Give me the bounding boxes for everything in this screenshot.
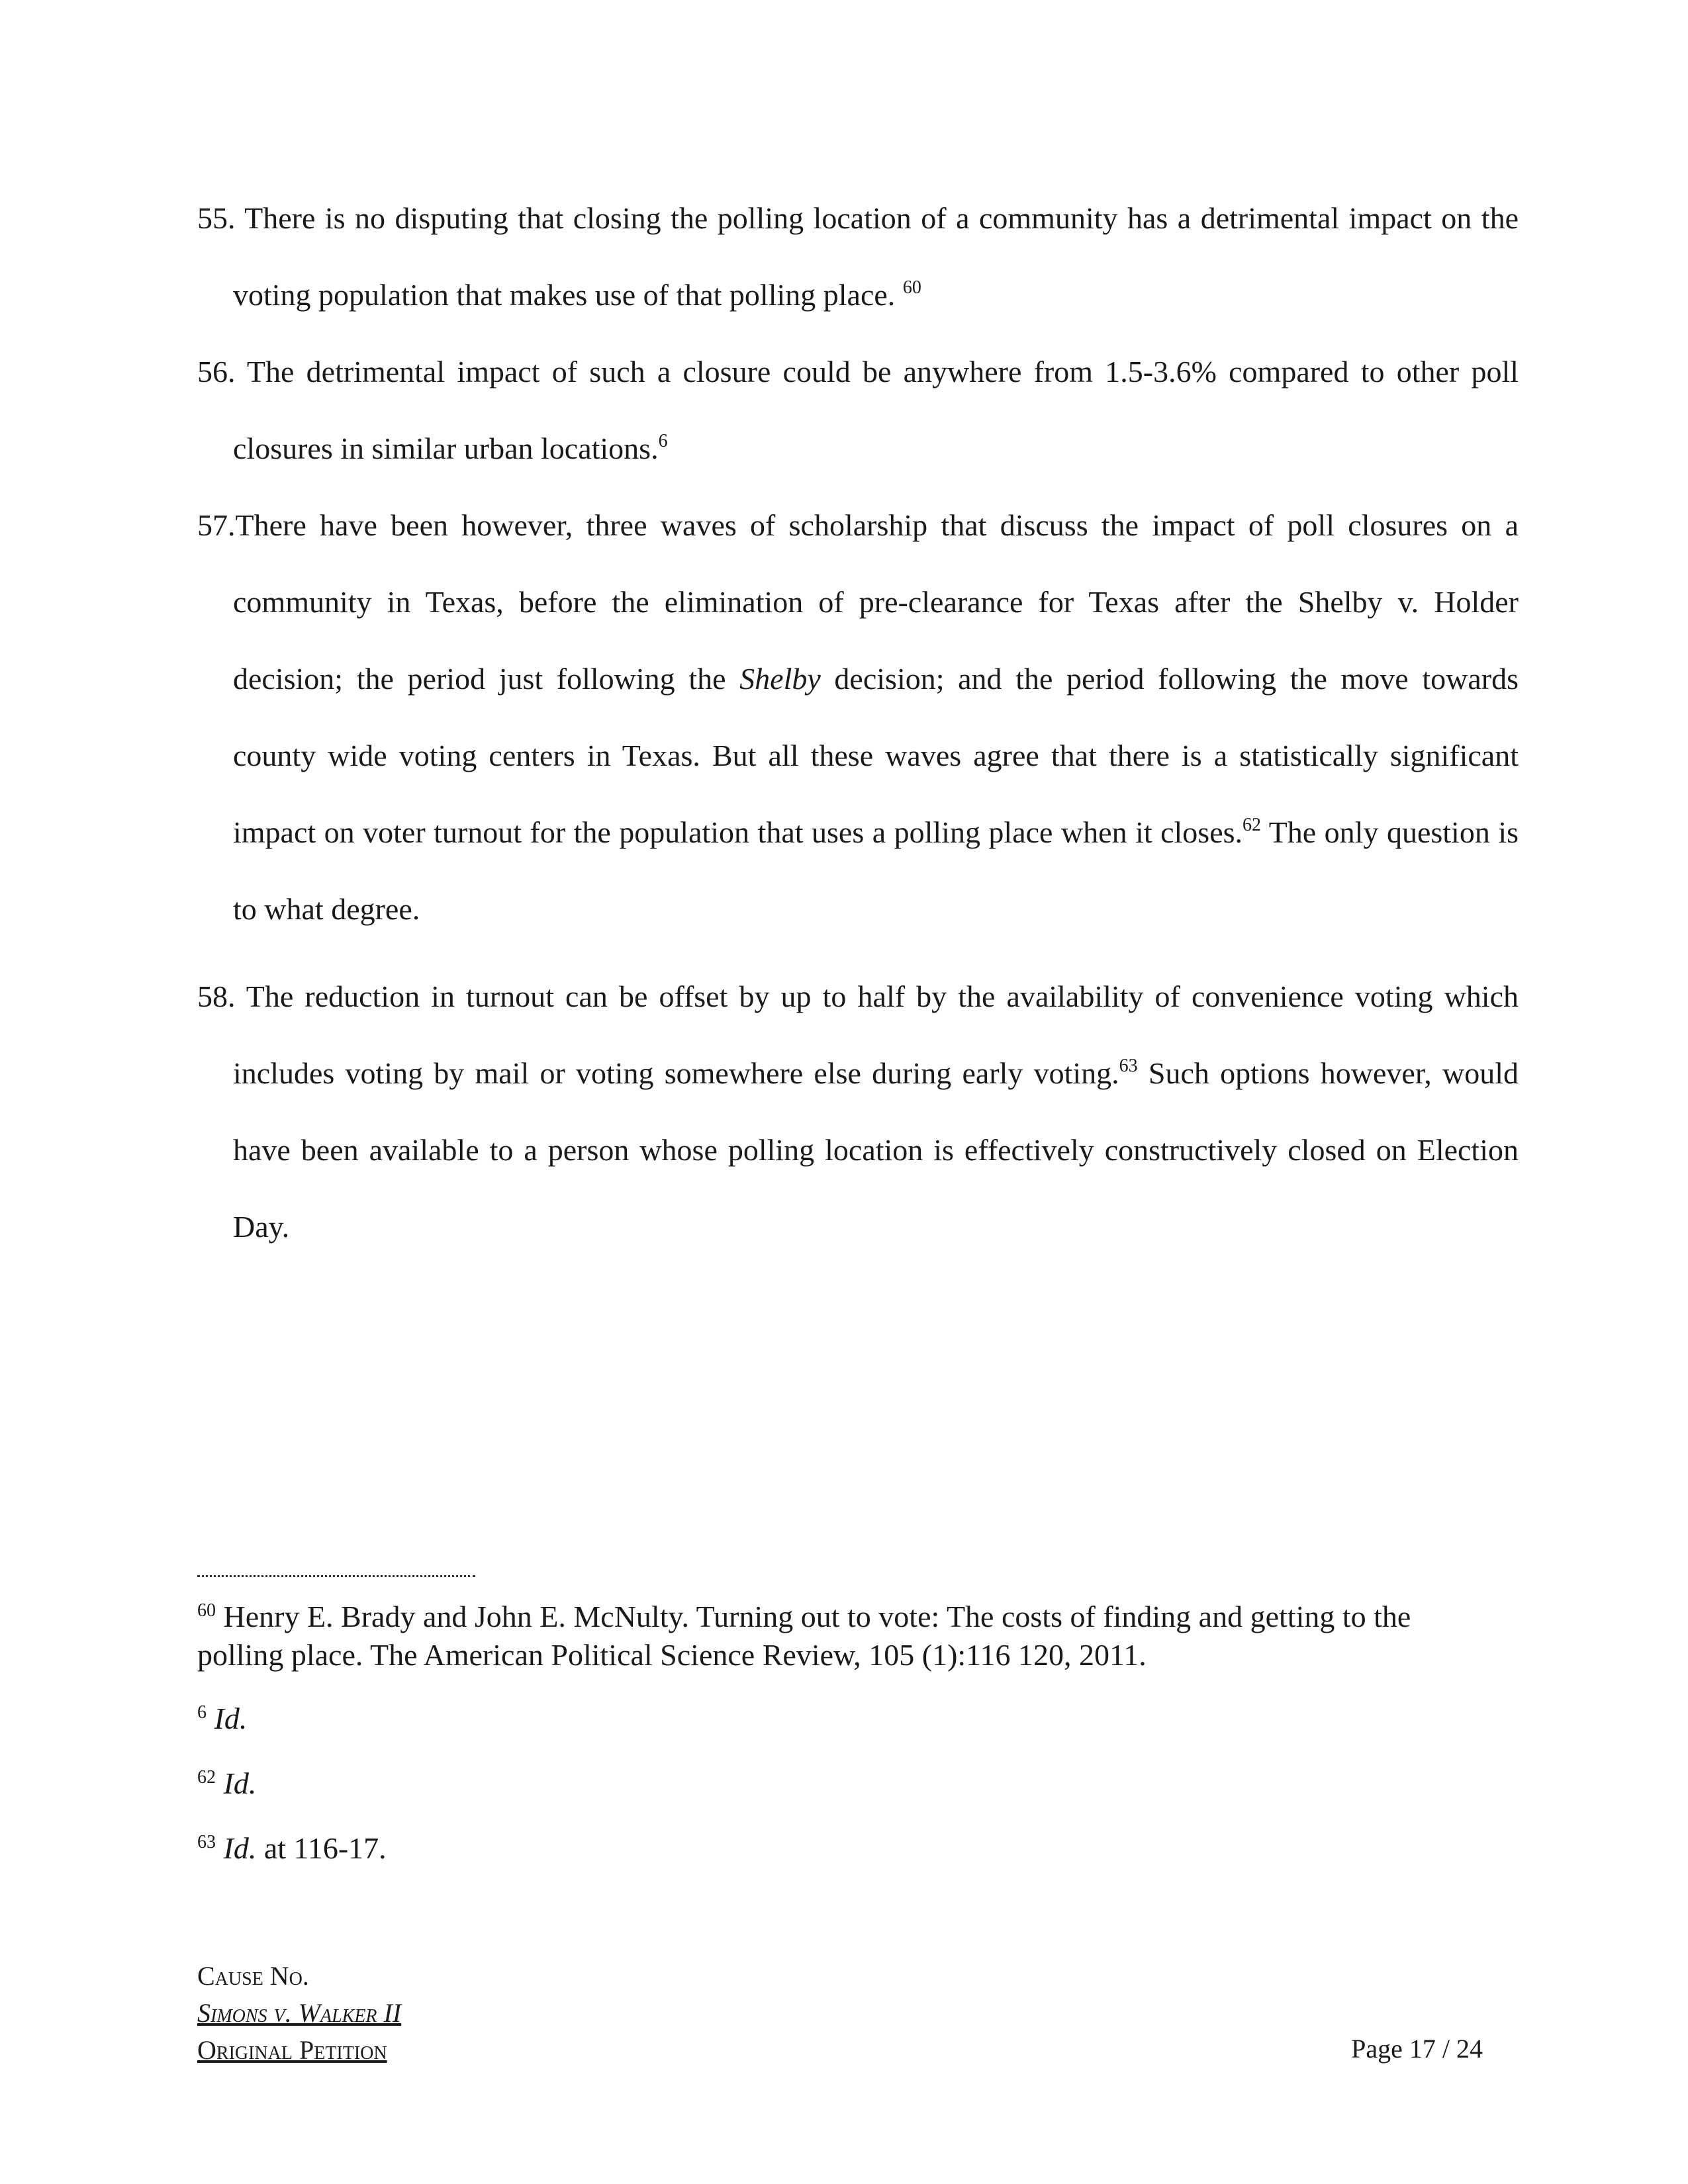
- footer-caption: [197, 1958, 401, 2069]
- footnote-reference[interactable]: 60: [902, 277, 921, 298]
- paragraph-56: [197, 334, 1519, 487]
- paragraph-text: The reduction in turnout can be offset by up to half by the availability of convenience voting which includes voting by mail or voting somewhere else during early voting.: [233, 979, 1519, 1090]
- paragraph-number: 55.: [197, 201, 236, 235]
- footnote-6: [197, 1700, 1483, 1738]
- paragraph-text-end: The only question is to what degree.: [233, 815, 1519, 926]
- case-name-italic: Shelby: [739, 662, 821, 696]
- footnote-mark: 6: [197, 1702, 207, 1723]
- footnote-text: Henry E. Brady and John E. McNulty. Turning out to vote: The costs of finding and getting to the polling place. The American Political Science Review, 105 (1):116 120, 2011.: [197, 1600, 1411, 1672]
- paragraph-57: [197, 487, 1519, 948]
- footnote-text: at 116-17.: [263, 1831, 387, 1865]
- page-number: Page 17 / 24: [1351, 2034, 1483, 2064]
- footnote-62: [197, 1764, 1483, 1803]
- cause-number-label: Cause No.: [197, 1961, 309, 1991]
- document-title: Original Petition: [197, 2035, 387, 2065]
- paragraph-text: The detrimental impact of such a closure could be anywhere from 1.5-3.6% compared to other poll closures in similar urban locations.: [233, 355, 1519, 465]
- footnote-reference[interactable]: 62: [1243, 815, 1262, 835]
- footnote-text: Id.: [214, 1702, 248, 1735]
- footnote-mark: 63: [197, 1832, 216, 1852]
- paragraph-58: [197, 958, 1519, 1265]
- paragraph-number: 58.: [197, 979, 236, 1013]
- footnote-text: Id.: [223, 1766, 257, 1800]
- paragraph-text-continued: Such options however, would have been available to a person whose polling location is effectively constructively closed on Election Day.: [233, 1056, 1519, 1244]
- footnote-60: [197, 1598, 1483, 1674]
- paragraph-55: [197, 180, 1519, 334]
- footnote-reference[interactable]: 6: [658, 431, 668, 451]
- footnote-mark: 60: [197, 1600, 216, 1621]
- case-name: Simons v. Walker II: [197, 1998, 402, 2028]
- footnote-reference[interactable]: 63: [1119, 1056, 1138, 1076]
- footnote-separator: [197, 1575, 475, 1577]
- footnote-63: [197, 1829, 1483, 1868]
- footnote-mark: 62: [197, 1767, 216, 1788]
- paragraph-text: There is no disputing that closing the polling location of a community has a detrimental impact on the voting population that makes use of that polling place.: [233, 201, 1519, 312]
- footnote-italic: Id.: [223, 1831, 257, 1865]
- paragraph-text: There have been however, three waves of scholarship that discuss the impact of poll closures on a community in Texas, before the elimination of pre-clearance for Texas after the Shelby v. Holder decision; the period just following the: [233, 508, 1519, 696]
- paragraph-number: 56.: [197, 355, 236, 388]
- paragraph-text-continued: decision; and the period following the move towards county wide voting centers in Texas. But all these waves agree that there is a statistically significant impact on voter turnout for the population that uses a polling place when it closes.: [233, 662, 1519, 849]
- paragraph-number: 57.: [197, 508, 236, 542]
